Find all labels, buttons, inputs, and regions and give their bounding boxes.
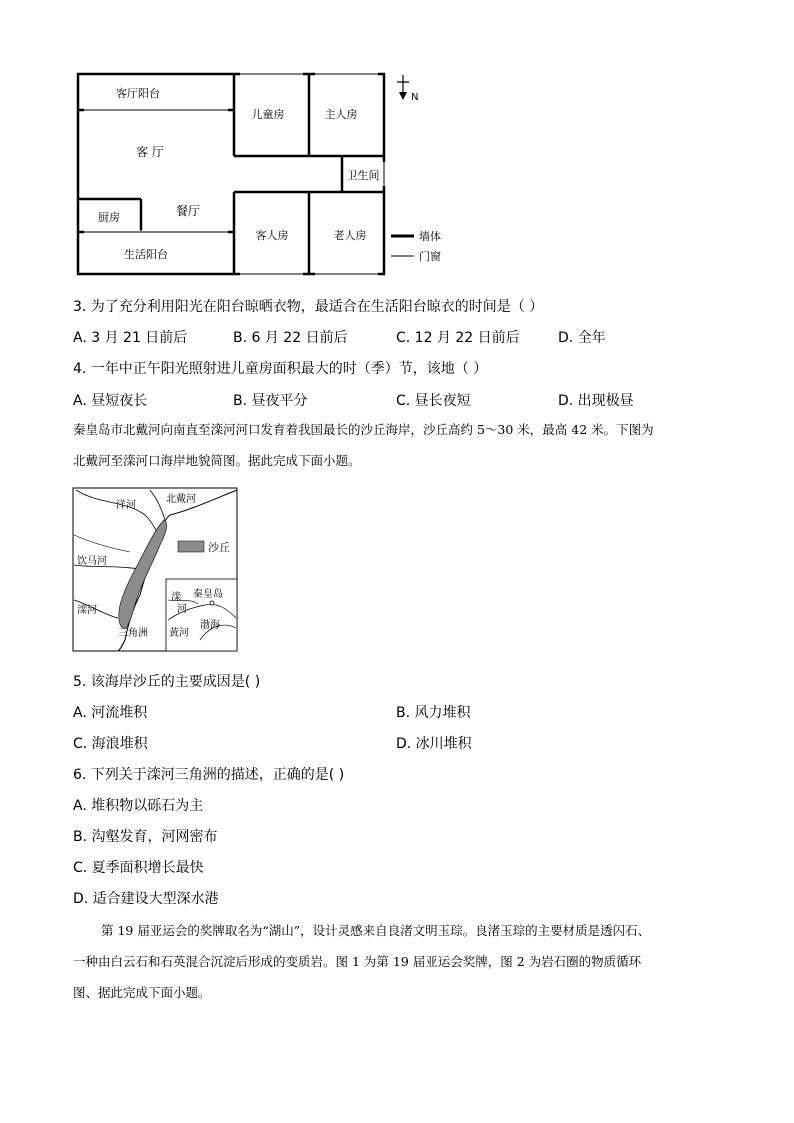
passage-2-line-2: 一种由白云石和石英混合沉淀后形成的变质岩。图 1 为第 19 届亚运会奖牌，图 2 为岩石圈的物质循环 xyxy=(73,954,642,969)
label-luanhe: 滦河 xyxy=(77,605,97,616)
inset-label-yellow: 黄河 xyxy=(169,628,189,639)
room-master: 主人房 xyxy=(324,108,358,121)
label-beidaihe: 北戴河 xyxy=(166,494,196,505)
label-delta: 三角洲 xyxy=(118,628,148,639)
q6-option-b[interactable]: B. 沟壑发育，河网密布 xyxy=(73,829,218,845)
coast-map-figure xyxy=(70,485,242,655)
north-label: N xyxy=(411,92,419,103)
floor-plan-outer-wall xyxy=(78,74,384,274)
q4-option-a[interactable]: A. 昼短夜长 xyxy=(73,393,148,409)
room-bathroom: 卫生间 xyxy=(346,169,380,182)
q4-option-b[interactable]: B. 昼夜平分 xyxy=(233,393,308,409)
inset-map xyxy=(166,579,237,651)
room-living: 客 厅 xyxy=(136,145,164,159)
floor-plan-figure xyxy=(70,70,450,280)
q3-option-b[interactable]: B. 6 月 22 日前后 xyxy=(233,330,348,346)
passage-1-line-1: 秦皇岛市北戴河向南直至滦河河口发育着我国最长的沙丘海岸，沙丘高约 5～30 米，最高 42 米。下图为 xyxy=(73,422,654,437)
question-3-stem: 3. 为了充分利用阳光在阳台晾晒衣物，最适合在生活阳台晾衣的时间是（ ） xyxy=(73,299,544,315)
legend-door-label: 门窗 xyxy=(419,250,441,263)
legend-wall-label: 墙体 xyxy=(419,230,441,243)
q6-option-d[interactable]: D. 适合建设大型深水港 xyxy=(73,891,219,907)
q6-option-a[interactable]: A. 堆积物以砾石为主 xyxy=(73,798,204,814)
question-6-stem: 6. 下列关于滦河三角洲的描述，正确的是( ) xyxy=(73,767,345,783)
room-life-balcony: 生活阳台 xyxy=(124,248,168,261)
q4-option-c[interactable]: C. 昼长夜短 xyxy=(396,393,471,409)
q5-option-a[interactable]: A. 河流堆积 xyxy=(73,705,148,721)
passage-1 xyxy=(73,414,723,476)
passage-1-line-2: 北戴河至滦河口海岸地貌简图。据此完成下面小题。 xyxy=(73,453,361,468)
legend-sand-swatch xyxy=(178,541,204,552)
inset-label-he: 河 xyxy=(177,604,187,615)
question-5-stem: 5. 该海岸沙丘的主要成因是( ) xyxy=(73,674,261,690)
room-living-balcony: 客厅阳台 xyxy=(116,87,160,100)
label-yanghe: 洋河 xyxy=(116,500,136,511)
q3-option-c[interactable]: C. 12 月 22 日前后 xyxy=(396,330,520,346)
passage-2-line-3: 图、据此完成下面小题。 xyxy=(73,985,211,1000)
inset-qhd-dot xyxy=(210,601,214,605)
q3-option-a[interactable]: A. 3 月 21 日前后 xyxy=(73,330,188,346)
label-yinmahe: 饮马河 xyxy=(77,556,107,567)
inset-label-luan: 滦 xyxy=(171,592,181,603)
q5-option-c[interactable]: C. 海浪堆积 xyxy=(73,736,148,752)
question-4-stem: 4. 一年中正午阳光照射进儿童房面积最大的时（季）节，该地（ ） xyxy=(73,361,488,377)
q5-option-d[interactable]: D. 冰川堆积 xyxy=(396,736,472,752)
q4-option-d[interactable]: D. 出现极昼 xyxy=(558,393,634,409)
passage-2-line-1: 第 19 届亚运会的奖牌取名为“湖山”，设计灵感来自良渚文明玉琮。良渚玉琮的主要材质是透闪石、 xyxy=(101,923,651,938)
q3-option-d[interactable]: D. 全年 xyxy=(558,330,606,346)
room-children: 儿童房 xyxy=(251,108,285,121)
legend-sand-label: 沙丘 xyxy=(208,541,230,554)
inset-label-bohai: 渤海 xyxy=(200,620,220,631)
room-guest: 客人房 xyxy=(255,229,289,242)
room-kitchen: 厨房 xyxy=(98,211,120,224)
room-elder: 老人房 xyxy=(333,229,367,242)
q6-option-c[interactable]: C. 夏季面积增长最快 xyxy=(73,860,204,876)
passage-2 xyxy=(73,915,723,1008)
q5-option-b[interactable]: B. 风力堆积 xyxy=(396,705,471,721)
room-dining: 餐厅 xyxy=(175,204,201,218)
north-arrow-icon xyxy=(397,75,409,100)
inset-label-qhd: 秦皇岛 xyxy=(193,589,223,600)
